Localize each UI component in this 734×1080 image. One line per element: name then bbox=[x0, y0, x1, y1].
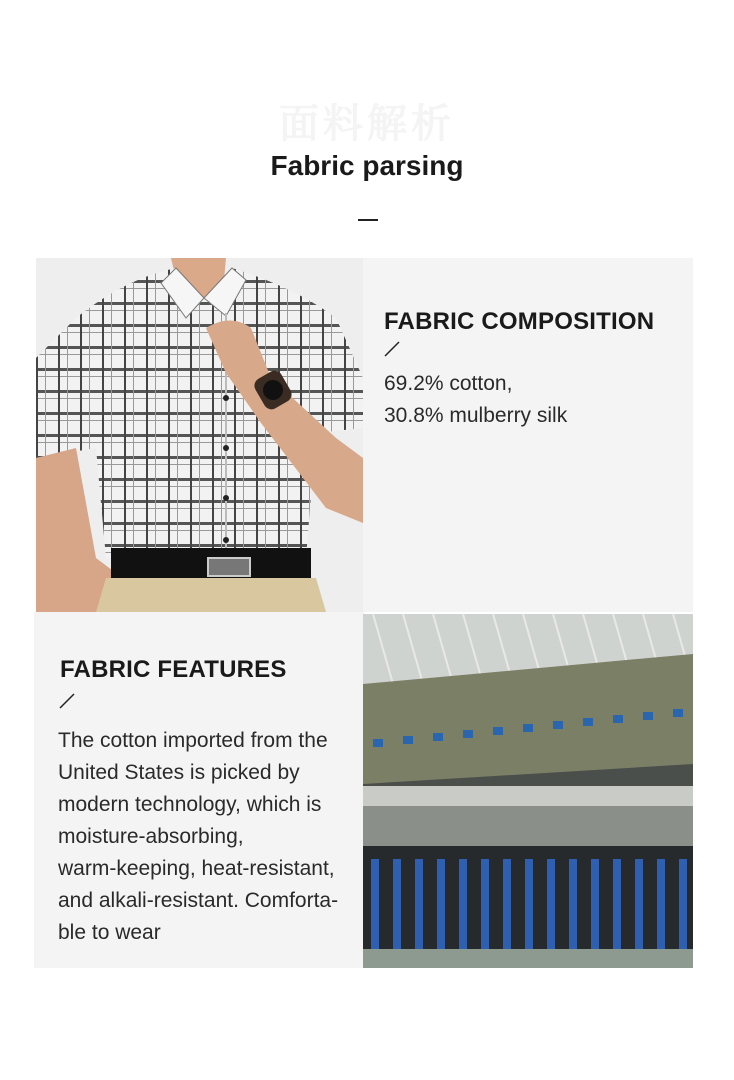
composition-line: 69.2% cotton, bbox=[384, 372, 513, 395]
features-text bbox=[58, 725, 338, 949]
features-line: United States is picked by bbox=[58, 761, 300, 784]
features-line: moisture-absorbing, bbox=[58, 825, 244, 848]
features-line: and alkali-resistant. Comforta- bbox=[58, 889, 339, 912]
shirt-photo bbox=[36, 258, 363, 612]
features-line: ble to wear bbox=[58, 921, 161, 944]
features-line: modern technology, which is bbox=[58, 793, 322, 816]
composition-line: 30.8% mulberry silk bbox=[384, 404, 568, 427]
title-divider bbox=[358, 219, 378, 221]
composition-panel bbox=[363, 258, 693, 612]
slash-decoration bbox=[58, 690, 80, 712]
features-panel bbox=[34, 612, 364, 968]
features-line: The cotton imported from the bbox=[58, 729, 328, 752]
section-title: Fabric parsing bbox=[270, 150, 464, 181]
composition-heading: FABRIC COMPOSITION bbox=[384, 308, 655, 335]
composition-text bbox=[384, 368, 567, 432]
background-watermark-title: 面料解析 bbox=[279, 101, 455, 147]
slash-decoration bbox=[383, 338, 405, 360]
features-heading: FABRIC FEATURES bbox=[60, 656, 287, 683]
features-line: warm-keeping, heat-resistant, bbox=[58, 857, 335, 880]
textile-machine-photo bbox=[363, 614, 693, 968]
